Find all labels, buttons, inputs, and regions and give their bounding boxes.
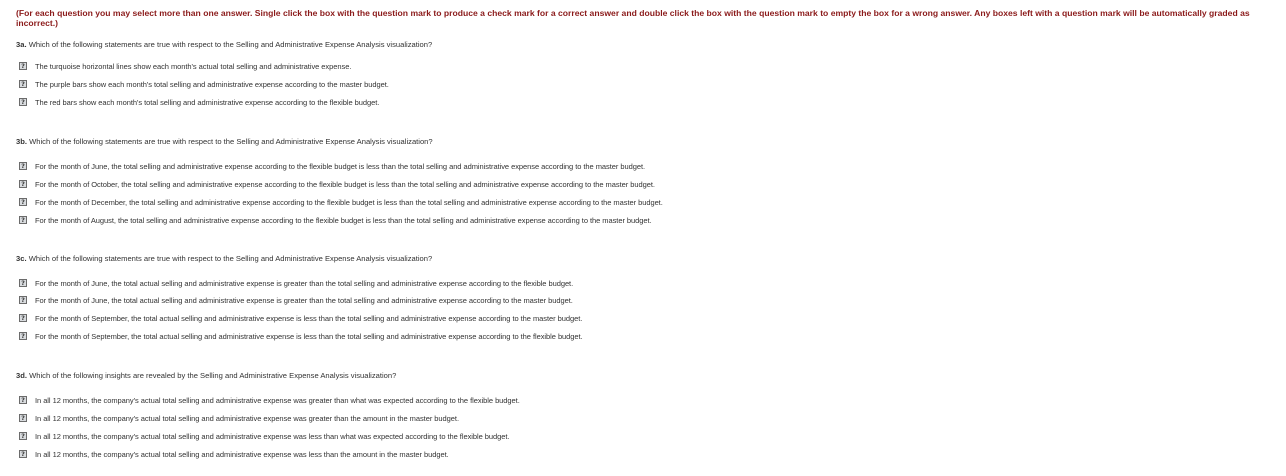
answer-option — [19, 196, 663, 208]
option-text: In all 12 months, the company's actual total selling and administrative expense was less than what was expected according to the flexible budget. — [35, 431, 510, 441]
answer-option — [19, 294, 573, 306]
question-mark-checkbox[interactable]: ? — [19, 432, 27, 440]
question-mark-checkbox[interactable]: ? — [19, 450, 27, 458]
option-text: In all 12 months, the company's actual total selling and administrative expense was greater than what was expected according to the flexible budget. — [35, 395, 520, 405]
answer-option — [19, 430, 509, 442]
question-mark-checkbox[interactable]: ? — [19, 216, 27, 224]
question-number: 3b. — [16, 137, 27, 146]
answer-option — [19, 448, 449, 460]
option-text: The red bars show each month's total selling and administrative expense according to the flexible budget. — [35, 97, 380, 107]
answer-option — [19, 160, 645, 172]
answer-option — [19, 330, 583, 342]
question-mark-checkbox[interactable]: ? — [19, 80, 27, 88]
option-text: For the month of September, the total actual selling and administrative expense is less than the total selling and administrative expense according to the master budget. — [35, 313, 583, 323]
option-text: For the month of June, the total selling and administrative expense according to the flexible budget is less than the total selling and administrative expense according to the master budget. — [35, 161, 646, 171]
question-3a — [16, 40, 1266, 107]
question-mark-checkbox[interactable]: ? — [19, 279, 27, 287]
answer-option — [19, 60, 351, 72]
option-text: The turquoise horizontal lines show each month's actual total selling and administrative expense. — [35, 61, 352, 71]
answer-option — [19, 277, 573, 289]
answer-option — [19, 394, 520, 406]
question-mark-checkbox[interactable]: ? — [19, 98, 27, 106]
question-prompt — [16, 254, 1266, 264]
question-mark-checkbox[interactable]: ? — [19, 62, 27, 70]
question-mark-checkbox[interactable]: ? — [19, 414, 27, 422]
answer-option — [19, 96, 379, 108]
answer-option — [19, 78, 389, 90]
question-prompt — [16, 137, 1266, 147]
question-number: 3d. — [16, 371, 27, 380]
question-number: 3a. — [16, 40, 27, 49]
option-text: For the month of October, the total selling and administrative expense according to the flexible budget is less than the total selling and administrative expense according to the master budget. — [35, 179, 655, 189]
option-text: For the month of December, the total selling and administrative expense according to the flexible budget is less than the total selling and administrative expense according to the master budget. — [35, 197, 663, 207]
question-3b — [16, 137, 1266, 225]
question-prompt — [16, 40, 1266, 50]
question-text: Which of the following statements are true with respect to the Selling and Administrative Expense Analysis visualization? — [28, 40, 433, 49]
question-text: Which of the following statements are true with respect to the Selling and Administrative Expense Analysis visualization? — [28, 254, 433, 263]
question-3d — [16, 371, 1266, 459]
option-text: In all 12 months, the company's actual total selling and administrative expense was greater than the amount in the master budget. — [35, 413, 459, 423]
question-text: Which of the following insights are revealed by the Selling and Administrative Expense Analysis visualization? — [29, 371, 397, 380]
question-prompt — [16, 371, 1266, 381]
question-mark-checkbox[interactable]: ? — [19, 180, 27, 188]
option-text: For the month of June, the total actual selling and administrative expense is greater than the total selling and administrative expense according to the master budget. — [35, 295, 573, 305]
question-mark-checkbox[interactable]: ? — [19, 296, 27, 304]
question-text: Which of the following statements are true with respect to the Selling and Administrative Expense Analysis visualization? — [29, 137, 433, 146]
answer-option — [19, 412, 459, 424]
option-text: The purple bars show each month's total selling and administrative expense according to the master budget. — [35, 79, 389, 89]
answer-option — [19, 178, 655, 190]
question-mark-checkbox[interactable]: ? — [19, 396, 27, 404]
option-text: For the month of June, the total actual selling and administrative expense is greater than the total selling and administrative expense according to the flexible budget. — [35, 278, 574, 288]
question-3c — [16, 254, 1266, 341]
question-mark-checkbox[interactable]: ? — [19, 314, 27, 322]
instructions-text: (For each question you may select more than one answer. Single click the box with the question mark to produce a check mark for a correct answer and double click the box with the question mark to empty the box for a wrong answer. Any boxes left with a question mark will be automatically graded as incorrect.) — [16, 8, 1250, 28]
question-number: 3c. — [16, 254, 27, 263]
question-mark-checkbox[interactable]: ? — [19, 332, 27, 340]
option-text: For the month of September, the total actual selling and administrative expense is less than the total selling and administrative expense according to the flexible budget. — [35, 331, 583, 341]
answer-option — [19, 312, 582, 324]
option-text: For the month of August, the total selling and administrative expense according to the flexible budget is less than the total selling and administrative expense according to the master budget. — [35, 215, 652, 225]
option-text: In all 12 months, the company's actual total selling and administrative expense was less than the amount in the master budget. — [35, 449, 449, 459]
answer-option — [19, 214, 652, 226]
question-mark-checkbox[interactable]: ? — [19, 198, 27, 206]
question-mark-checkbox[interactable]: ? — [19, 162, 27, 170]
